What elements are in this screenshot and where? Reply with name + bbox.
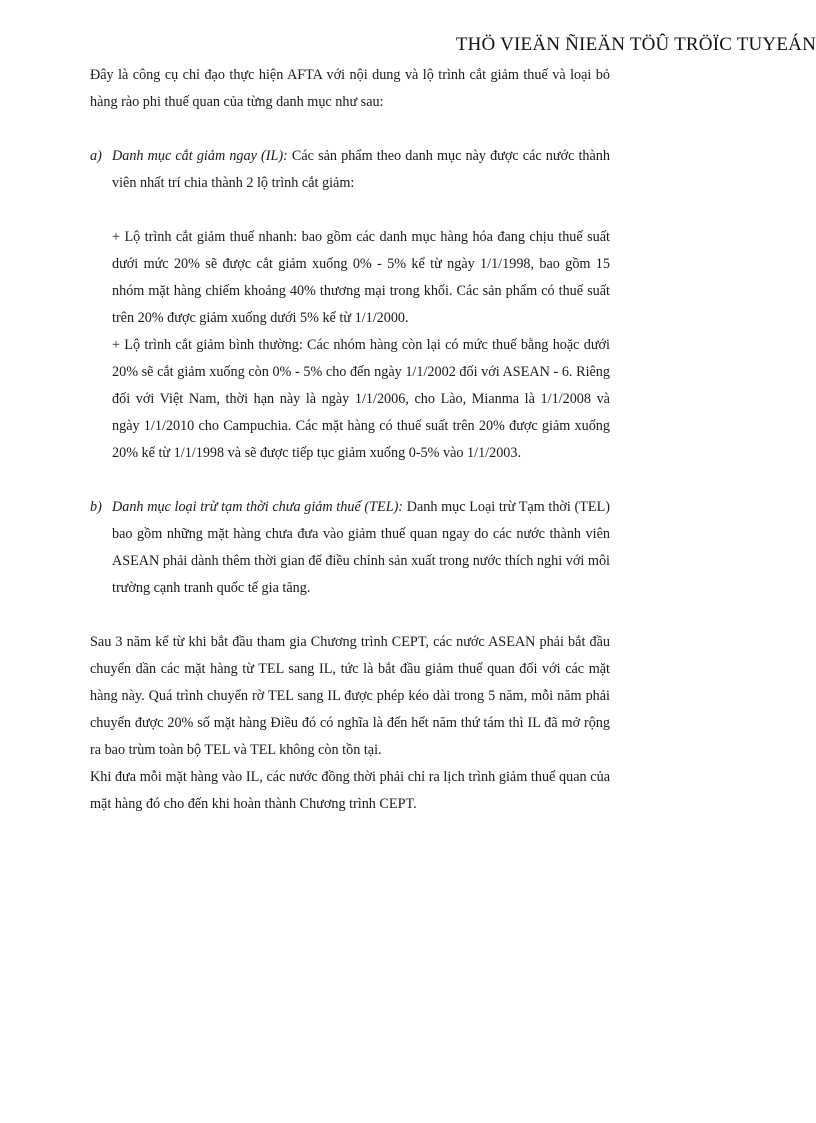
closing-paragraph-2: Khi đưa mỗi mặt hàng vào IL, các nước đồng thời phải chỉ ra lịch trình giảm thuế quan của mặt hàng đó cho đến khi hoàn thành Chương trình CEPT. [90, 769, 610, 812]
section-a [90, 143, 610, 197]
section-b-marker: b) [90, 499, 102, 515]
section-b-text: Danh mục Loại trừ Tạm thời (TEL) bao gồm những mặt hàng chưa đưa vào giảm thuế quan ngay do các nước thành viên ASEAN phải dành thêm thời gian để điều chỉnh sản xuất trong nước thích nghi với môi trường cạnh tranh quốc tế gia tăng. [112, 499, 610, 596]
section-a-sub-item-normal: + Lộ trình cắt giảm bình thường: Các nhóm hàng còn lại có mức thuế bằng hoặc dưới 20% sẽ cắt giảm xuống còn 0% - 5% cho đến ngày 1/1/2002 đối với ASEAN - 6. Riêng đối với Việt Nam, thời hạn này là ngày 1/1/2006, cho Lào, Mianma là 1/1/2008 và ngày 1/1/2010 cho Campuchia. Các mặt hàng có thuế suất trên 20% được giảm xuống 20% kể từ 1/1/1998 và sẽ được tiếp tục giảm xuống 0-5% vào 1/1/2003. [112, 337, 610, 461]
section-b [90, 494, 610, 602]
page-header: THÖ VIEÄN ÑIEÄN TÖÛ TRÖÏC TUYEÁN [455, 34, 816, 55]
closing-paragraph-1: Sau 3 năm kể từ khi bắt đầu tham gia Chương trình CEPT, các nước ASEAN phải bắt đầu chuyển dần các mặt hàng từ TEL sang IL, tức là bắt đầu giảm thuế quan đối với các mặt hàng này. Quá trình chuyển rờ TEL sang IL được phép kéo dài trong 5 năm, mỗi năm phải chuyển được 20% số mặt hàng Điều đó có nghĩa là đến hết năm thứ tám thì IL đã mở rộng ra bao trùm toàn bộ TEL và TEL không còn tồn tại. [90, 634, 610, 758]
section-a-marker: a) [90, 148, 102, 164]
section-b-term: Danh mục loại trừ tạm thời chưa giảm thuế (TEL): [112, 499, 404, 515]
section-a-term: Danh mục cắt giảm ngay (IL): [112, 148, 288, 164]
section-b-paragraph [112, 494, 610, 602]
section-a-sub-item-fast: + Lộ trình cắt giảm thuế nhanh: bao gồm các danh mục hàng hóa đang chịu thuế suất dưới mức 20% sẽ được cắt giảm xuống 0% - 5% kể từ ngày 1/1/1998, bao gồm 15 nhóm mặt hàng chiếm khoảng 40% thương mại trong khối. Các sản phẩm có thuế suất trên 20% được giảm xuống dưới 5% kể từ 1/1/2000. [112, 229, 610, 326]
intro-paragraph: Đây là công cụ chỉ đạo thực hiện AFTA với nội dung và lộ trình cắt giảm thuế và loại bỏ hàng rào phi thuế quan của từng danh mục như sau: [90, 67, 610, 110]
section-a-text: Các sản phẩm theo danh mục này được các nước thành viên nhất trí chia thành 2 lộ trình cắt giảm: [112, 148, 610, 191]
section-a-paragraph [112, 143, 610, 197]
document-body [90, 62, 610, 818]
